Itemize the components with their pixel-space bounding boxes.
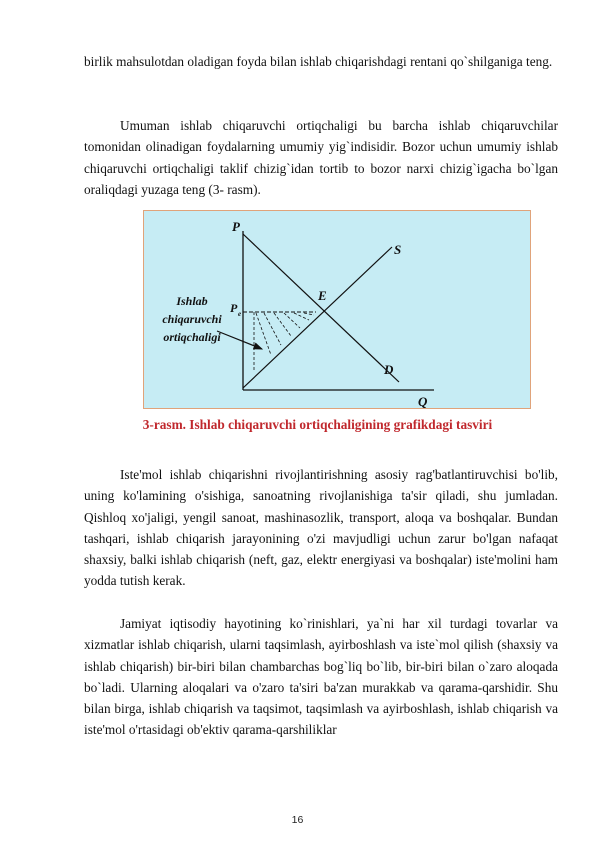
annotation-line-3: ortiqchaligi (163, 330, 221, 344)
annotation-line-1: Ishlab (176, 294, 208, 308)
price-axis-label: P (232, 219, 240, 234)
paragraph-3: Iste'mol ishlab chiqarishni rivojlantirishning asosiy rag'batlantiruvchisi bo'lib, uning ko'lamining o'sishiga, sanoatning rivojlanishiga ta'sir qiladi, shu jumladan. Qishloq xo'jaligi, yengil sanoat, mashinasozlik, transport, aloqa va boshqalar. Bundan tashqari, ishlab chiqarish jarayonining o'zi mavjudligi uchun zarur bo'lgan nafaqat shaxsiy, balki ishlab chiqarish (neft, gaz, elektr energiyasi va boshqalar) iste'molini ham yodda tutish kerak. (84, 467, 558, 589)
supply-line (243, 247, 392, 388)
page-number: 16 (291, 814, 304, 826)
paragraph-1: birlik mahsulotdan oladigan foyda bilan ishlab chiqarishdagi rentani qo`shilganiga teng. (84, 54, 553, 69)
price-level-label: P (230, 301, 238, 315)
demand-label: D (384, 362, 394, 377)
annotation-line-2: chiqaruvchi (162, 312, 222, 326)
supply-demand-graph (144, 211, 530, 408)
paragraph-2: Umuman ishlab chiqaruvchi ortiqchaligi bu barcha ishlab chiqaruvchilar tomonidan olinadigan foydalarning umumiy yig`indisidir. Bozor uchun umumiy ishlab chiqaruvchi ortiqchaligi taklif chizig`idan tortib to bozor narxi chizig`igacha bo`lgan oraliqdagi yuzaga teng (3- rasm). (84, 118, 558, 197)
supply-label: S (394, 242, 402, 257)
price-level-subscript: e (238, 310, 242, 318)
producer-surplus-hatching (254, 312, 314, 371)
producer-surplus-figure (143, 210, 531, 409)
figure-caption: 3-rasm. Ishlab chiqaruvchi ortiqchaligining grafikdagi tasviri (142, 417, 493, 432)
demand-line (243, 234, 402, 382)
paragraph-4: Jamiyat iqtisodiy hayotining ko`rinishlari, ya`ni har xil turdagi tovarlar va xizmatlar ishlab chiqarish, ularni taqsimlash, ayirboshlash va iste`mol qilish (shaxsiy va ishlab chiqarish) bir-biri bilan chambarchas bog`liq bo`lib, bir-biri bilan o`zaro aloqada bo`ladi. Ularning aloqalari va o'zaro ta'siri ba'zan murakkab va qarama-qarshidir. Shu bilan birga, ishlab chiqarish va taqsimot, taqsimlash va ayirboshlash, ishlab chiqarish va iste'mol o'rtasidagi ob'ektiv qarama-qarshiliklar (84, 616, 558, 738)
quantity-axis-label: Q (418, 394, 428, 408)
annotation-arrow (217, 331, 262, 349)
equilibrium-label: E (318, 288, 327, 303)
producer-surplus-annotation (162, 294, 222, 344)
